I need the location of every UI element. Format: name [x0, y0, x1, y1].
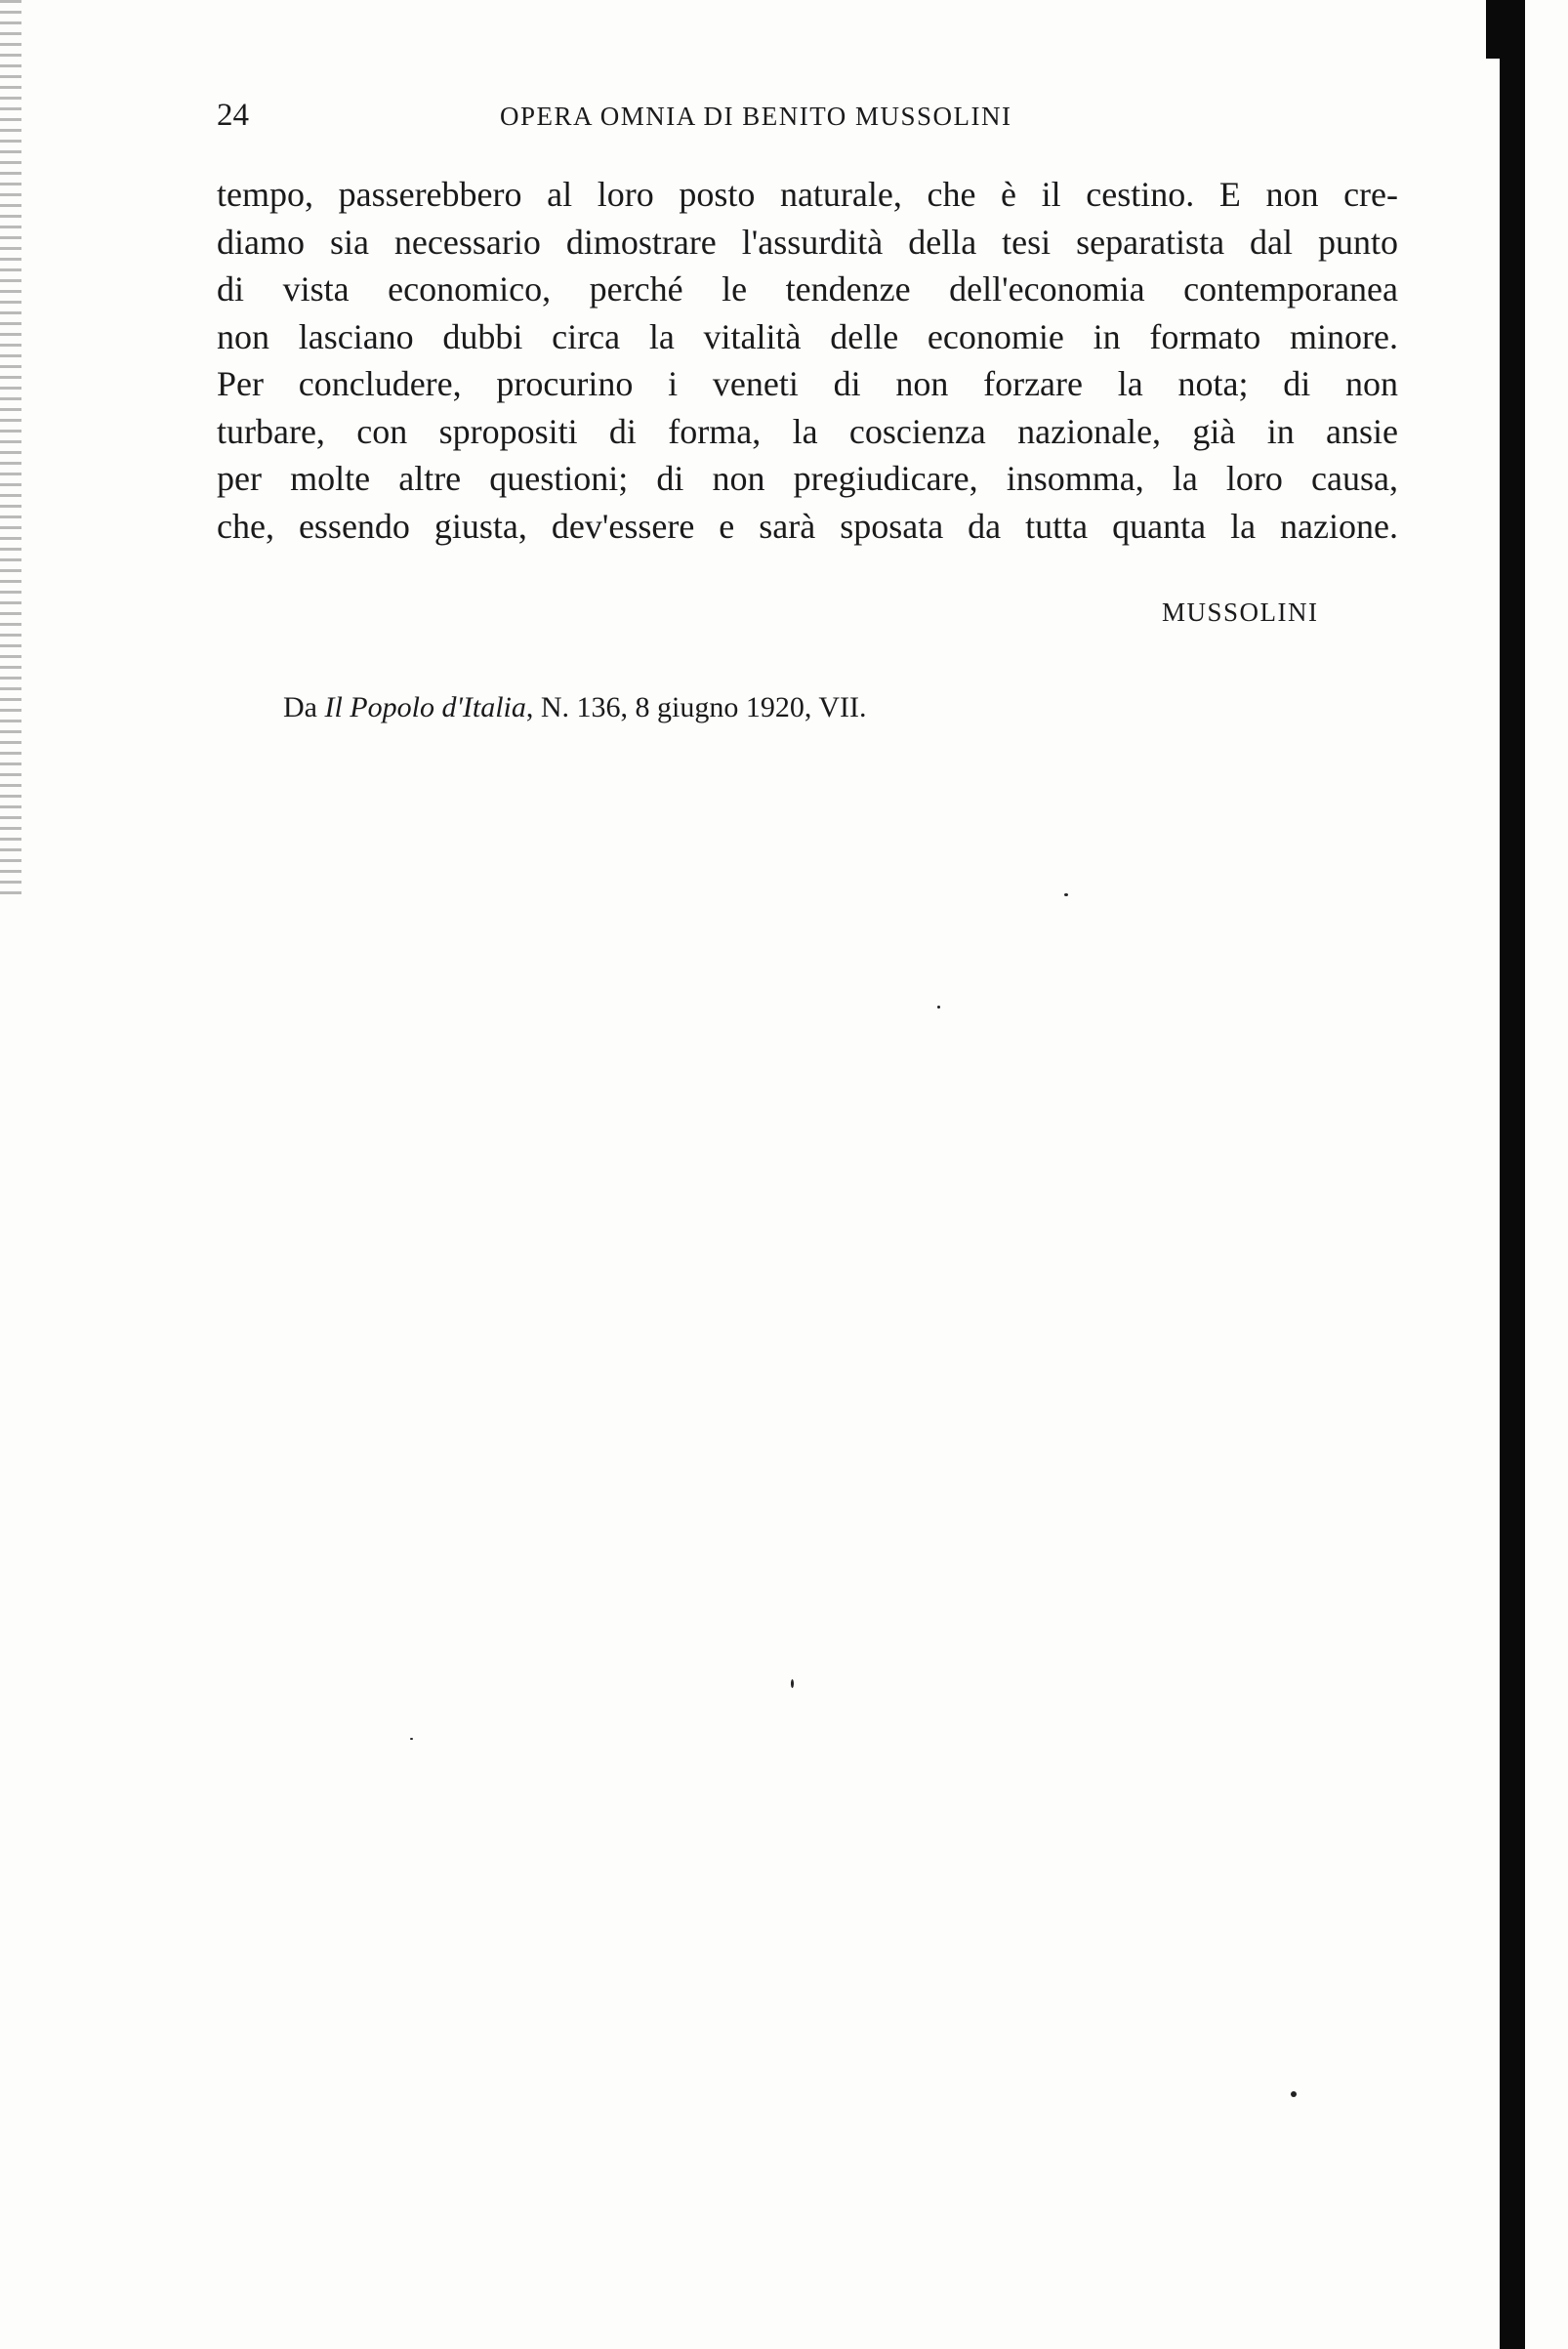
source-publication: Il Popolo d'Italia	[324, 691, 526, 723]
text-line: per molte altre questioni; di non pregiudicare, insomma, la loro causa,	[217, 459, 1398, 498]
source-citation	[283, 691, 867, 724]
text-line: turbare, con spropositi di forma, la coscienza nazionale, già in ansie	[217, 411, 1398, 451]
scan-speck	[1291, 2091, 1297, 2097]
running-head	[217, 98, 1330, 146]
page-number: 24	[217, 98, 249, 133]
signature: MUSSOLINI	[1162, 598, 1319, 627]
text-line: non lasciano dubbi circa la vitalità delle economie in formato minore.	[217, 316, 1398, 356]
running-title: OPERA OMNIA DI BENITO MUSSOLINI	[500, 102, 1012, 131]
source-prefix: Da	[283, 691, 325, 723]
scan-edge-artifact	[0, 0, 21, 898]
scan-speck	[937, 1006, 940, 1009]
text-line: di vista economico, perché le tendenze dell'economia contemporanea	[217, 269, 1398, 309]
scan-speck	[791, 1679, 794, 1688]
scan-speck	[1064, 893, 1068, 896]
scan-border-artifact	[1500, 0, 1525, 2349]
text-line: Per concludere, procurino i veneti di non forzare la nota; di non	[217, 364, 1398, 403]
scan-speck	[410, 1738, 413, 1740]
scan-border-artifact-top	[1486, 0, 1500, 59]
source-suffix: , N. 136, 8 giugno 1920, VII.	[525, 691, 867, 723]
body-paragraph	[217, 171, 1398, 550]
text-line: diamo sia necessario dimostrare l'assurdità della tesi separatista dal punto	[217, 222, 1398, 262]
text-line: tempo, passerebbero al loro posto naturale, che è il cestino. E non cre-	[217, 175, 1398, 214]
text-line: che, essendo giusta, dev'essere e sarà sposata da tutta quanta la nazione.	[217, 506, 1398, 546]
